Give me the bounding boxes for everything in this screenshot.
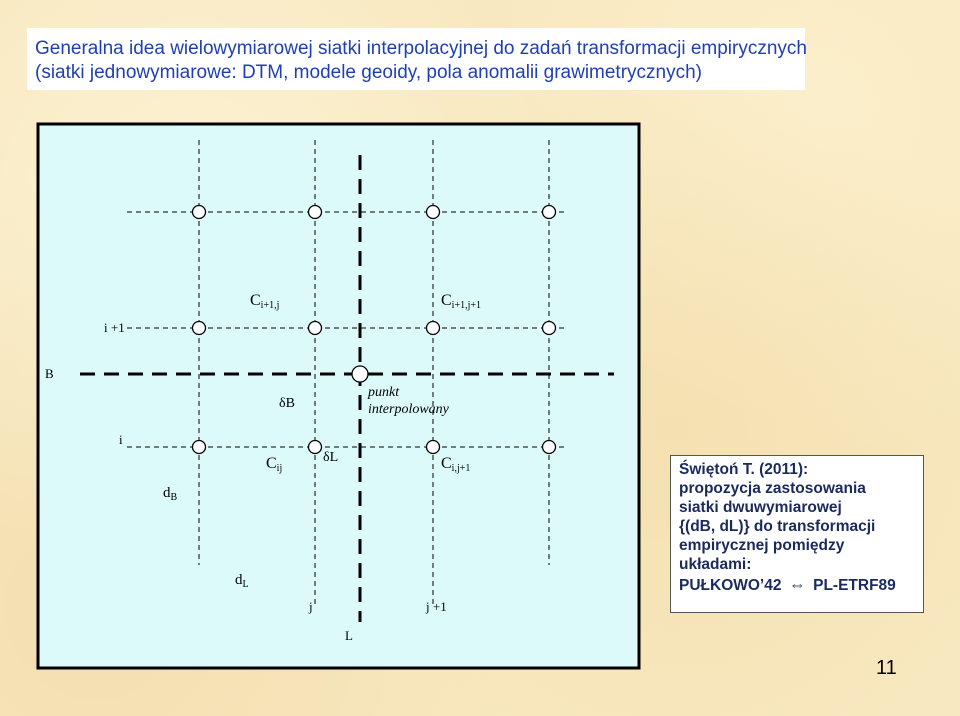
grid-node (309, 322, 322, 335)
grid-node (193, 322, 206, 335)
col-label-j-plus-1: j +1 (426, 599, 447, 614)
delta-b-label: δB (279, 396, 295, 411)
row-label-i: i (119, 432, 123, 447)
grid-node (193, 441, 206, 454)
note-line-4: {(dB, dL)} do transformacji (679, 518, 876, 535)
note-line-2: propozycja zastosowania (679, 480, 866, 497)
datum-pulkowo: PUŁKOWO’42 (679, 577, 782, 594)
page-number: 11 (876, 657, 897, 679)
grid-node (543, 441, 556, 454)
note-line-6: układami: (679, 556, 752, 573)
col-label-j: j (309, 599, 313, 614)
node-label-c-i1-j1: Ci+1,j+1 (441, 292, 482, 311)
node-label-c-ij: Cij (266, 455, 283, 474)
note-line-1: Świętoń T. (2011): (679, 461, 809, 478)
title-line-1: Generalna idea wielowymiarowej siatki interpolacyjnej do zadań transformacji empirycznych (35, 38, 807, 59)
delta-l-label: δL (323, 450, 339, 465)
datum-pl-etrf89: PL-ETRF89 (813, 577, 896, 594)
note-line-3: siatki dwuwymiarowej (679, 499, 842, 516)
grid-node (309, 206, 322, 219)
axis-label-l: L (345, 628, 353, 643)
interpolated-point (352, 366, 368, 382)
title-line-2: (siatki jednowymiarowe: DTM, modele geoidy, pola anomalii grawimetrycznych) (35, 62, 703, 83)
axis-label-b: B (45, 366, 54, 381)
reference-note (670, 455, 924, 613)
double-arrow-icon: ⇔ (788, 575, 806, 594)
grid-node (309, 441, 322, 454)
note-line-5: empirycznej pomiędzy (679, 537, 845, 554)
grid-node (427, 322, 440, 335)
grid-node (543, 322, 556, 335)
punkt-label-line1: punkt (368, 385, 400, 400)
node-label-c-i-j1: Ci,j+1 (441, 455, 471, 474)
punkt-label-line2: interpolowany (368, 402, 449, 417)
row-label-i-plus-1: i +1 (104, 320, 125, 335)
d-b-label: $d_B$ (163, 485, 178, 503)
d-l-label: $d_L$ (235, 572, 249, 590)
node-label-c-i1-j: Ci+1,j (250, 292, 280, 311)
grid-node (193, 206, 206, 219)
note-line-7 (679, 575, 896, 595)
grid-node (543, 206, 556, 219)
grid-node (427, 206, 440, 219)
grid-node (427, 441, 440, 454)
